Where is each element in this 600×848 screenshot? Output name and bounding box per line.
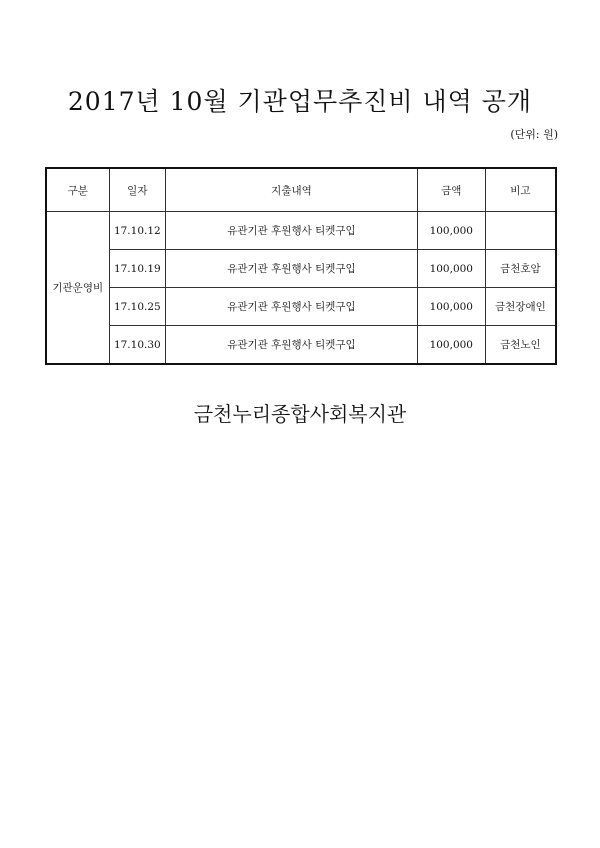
note-cell [485,212,556,250]
amount-cell: 100,000 [417,326,485,365]
table-row [46,288,556,326]
description-cell: 유관기관 후원행사 티켓구입 [166,212,418,250]
header-category: 구분 [46,168,109,212]
header-amount: 금액 [417,168,485,212]
table-row [46,250,556,288]
note-cell: 금천호암 [485,250,556,288]
category-cell: 기관운영비 [46,212,109,365]
date-cell: 17.10.19 [109,250,166,288]
note-cell: 금천장애인 [485,288,556,326]
header-row [46,168,556,212]
description-cell: 유관기관 후원행사 티켓구입 [166,326,418,365]
header-note: 비고 [485,168,556,212]
header-date: 일자 [109,168,166,212]
description-cell: 유관기관 후원행사 티켓구입 [166,250,418,288]
table-body [46,212,556,365]
date-cell: 17.10.25 [109,288,166,326]
table-row [46,212,556,250]
table-row [46,326,556,365]
expense-table [45,167,557,365]
unit-label: (단위: 원) [510,128,558,141]
date-cell: 17.10.30 [109,326,166,365]
amount-cell: 100,000 [417,250,485,288]
note-cell: 금천노인 [485,326,556,365]
amount-cell: 100,000 [417,212,485,250]
page-title: 2017년 10월 기관업무추진비 내역 공개 [67,87,533,116]
organization-name: 금천누리종합사회복지관 [193,402,407,426]
table-header [46,168,556,212]
date-cell: 17.10.12 [109,212,166,250]
header-description: 지출내역 [166,168,418,212]
amount-cell: 100,000 [417,288,485,326]
description-cell: 유관기관 후원행사 티켓구입 [166,288,418,326]
